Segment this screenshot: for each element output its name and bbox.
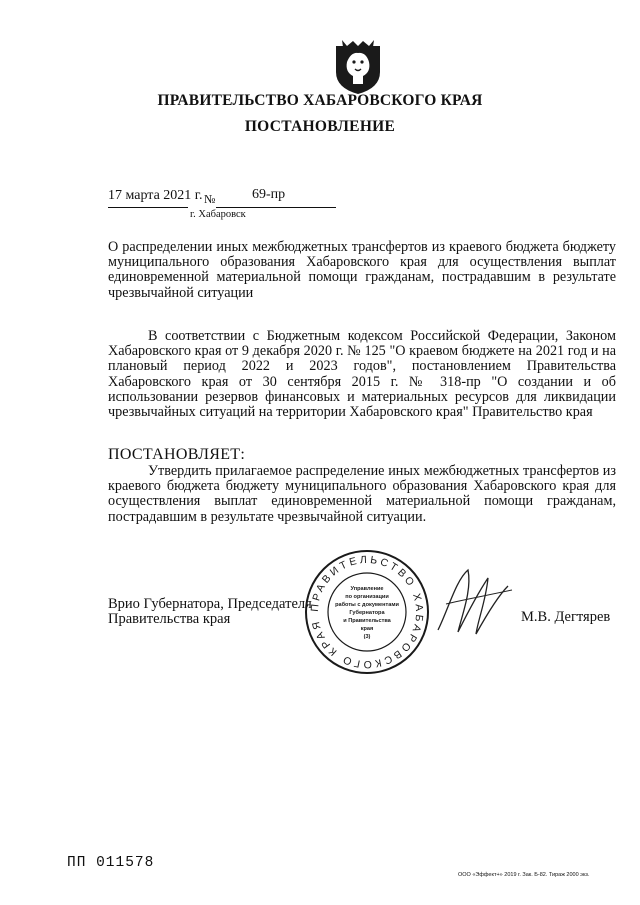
stamp-ring-text: ПРАВИТЕЛЬСТВО ХАБАРОВСКОГО КРАЯ [308,553,426,671]
stamp-line: по организации [345,594,389,600]
number-sign: № [204,192,216,206]
printer-imprint: ООО «Эффект+» 2019 г. Зак. Б-82. Тираж 2000 экз. [458,872,590,878]
document-number: 69-пр [252,187,286,202]
stamp-line: Губернатора [349,610,385,616]
document-type-title: ПОСТАНОВЛЕНИЕ [244,118,396,135]
government-title: ПРАВИТЕЛЬСТВО ХАБАРОВСКОГО КРАЯ [157,92,483,109]
coat-of-arms-icon [333,38,383,96]
document-subject: О распределении иных межбюджетных трансфертов из краевого бюджета бюджету муниципального образования Хабаровского края для осуществления выплат единовременной материальной помощи гражданам, пострадавшим в результате чрезвычайной ситуации [108,239,616,301]
document-city: г. Хабаровск [190,209,246,220]
decree-heading: ПОСТАНОВЛЯЕТ: [108,446,246,463]
signer-position-line-1: Врио Губернатора, Председателя [108,596,312,612]
signer-position-line-2: Правительства края [108,611,231,627]
date-underline [108,207,188,208]
preamble-paragraph: В соответствии с Бюджетным кодексом Российской Федерации, Законом Хабаровского края от 9 декабря 2020 г. № 125 "О краевом бюджете на 2021 год и на плановый период 2022 и 2023 годов", постановлением Правительства Хабаровского края от 30 сентября 2015 г. № 318-пр "О создании и об использовании резервов финансовых и материальных ресурсов для ликвидации чрезвычайных ситуаций на территории Хабаровского края" Правительство края [108,328,616,421]
signer-name: М.В. Дегтярев [521,609,611,625]
signer-position [108,597,312,627]
official-stamp-icon [303,548,431,676]
stamp-line: края [360,626,374,632]
stamp-line: работы с документами [335,602,399,608]
decree-paragraph: Утвердить прилагаемое распределение иных межбюджетных трансфертов из краевого бюджета бюджету муниципального образования Хабаровского края для осуществления выплат единовременной материальной помощи гражданам, пострадавшим в результате чрезвычайной ситуации. [108,463,616,525]
form-serial-number: ПП 011578 [67,855,155,871]
document-date: 17 марта 2021 г. [108,188,203,203]
stamp-line: и Правительства [343,618,391,624]
stamp-line: (3) [363,634,371,640]
number-underline [216,207,336,208]
stamp-line: Управление [350,586,384,592]
handwritten-signature-icon [428,560,518,640]
